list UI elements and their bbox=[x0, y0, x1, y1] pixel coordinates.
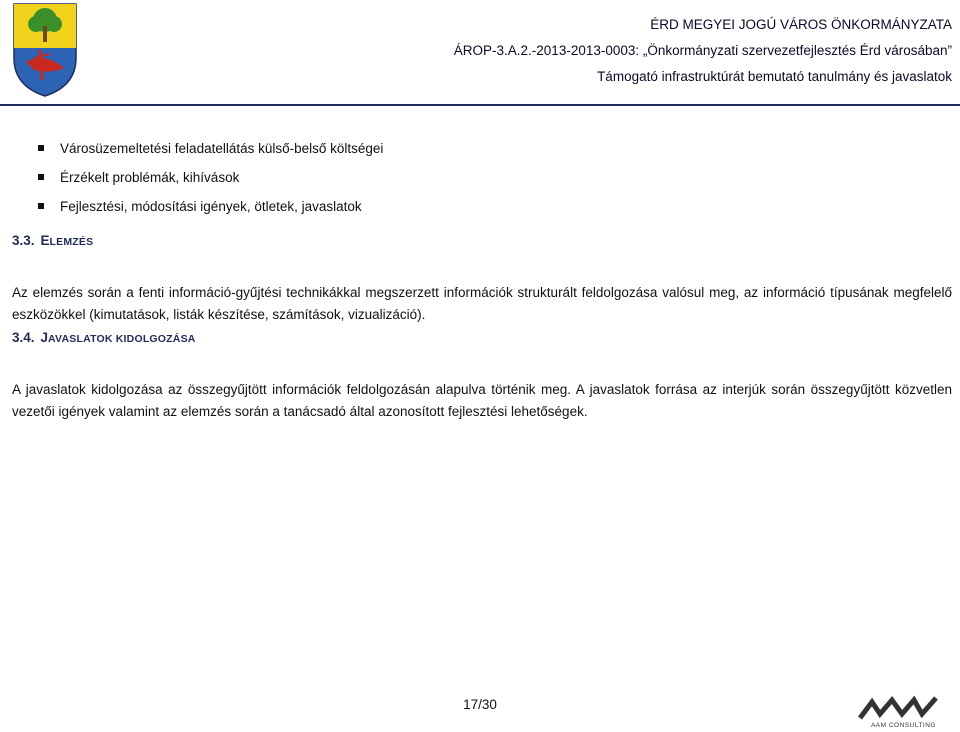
page-body bbox=[12, 134, 952, 419]
section-heading-elemzes: 3.3. ELEMZÉS bbox=[12, 233, 94, 248]
list-item: Városüzemeltetési feladatellátás külső-belső költségei bbox=[12, 134, 952, 163]
page-header bbox=[0, 0, 960, 106]
section-paragraph-javaslatok: A javaslatok kidolgozása az összegyűjtött információk feldolgozásán alapulva történik meg. A javaslatok forrása az interjúk során összegyűjtött közvetlen vezetői igények valamint az elemzés során a tanácsadó által azonosított fejlesztési lehetőségek. bbox=[12, 381, 952, 419]
list-item: Érzékelt problémák, kihívások bbox=[12, 163, 952, 192]
bullet-square-icon bbox=[38, 145, 44, 151]
bullet-square-icon bbox=[38, 203, 44, 209]
section-heading-javaslatok: 3.4. JAVASLATOK KIDOLGOZÁSA bbox=[12, 330, 196, 345]
header-project: ÁROP-3.A.2.-2013-2013-0003: „Önkormányzati szervezetfejlesztés Érd városában” bbox=[453, 43, 952, 58]
header-text bbox=[454, 12, 952, 90]
logo-text: AAM CONSULTING bbox=[870, 722, 936, 729]
header-document-title: Támogató infrastruktúrát bemutató tanulmány és javaslatok bbox=[597, 69, 952, 84]
coat-of-arms-icon bbox=[12, 2, 78, 98]
header-organization: ÉRD MEGYEI JOGÚ VÁROS ÖNKORMÁNYZATA bbox=[650, 17, 952, 32]
section-paragraph-elemzes: Az elemzés során a fenti információ-gyűjtési technikákkal megszerzett információk strukturált feldolgozása valósul meg, az információ típusának megfelelő eszközökkel (kimutatások, listák készítése, számítások, vizualizáció). bbox=[12, 284, 952, 322]
bullet-square-icon bbox=[38, 174, 44, 180]
list-item: Fejlesztési, módosítási igények, ötletek, javaslatok bbox=[12, 192, 952, 221]
page-number: 17/30 bbox=[463, 697, 497, 712]
header-divider bbox=[0, 104, 960, 106]
bullet-list bbox=[12, 134, 952, 221]
